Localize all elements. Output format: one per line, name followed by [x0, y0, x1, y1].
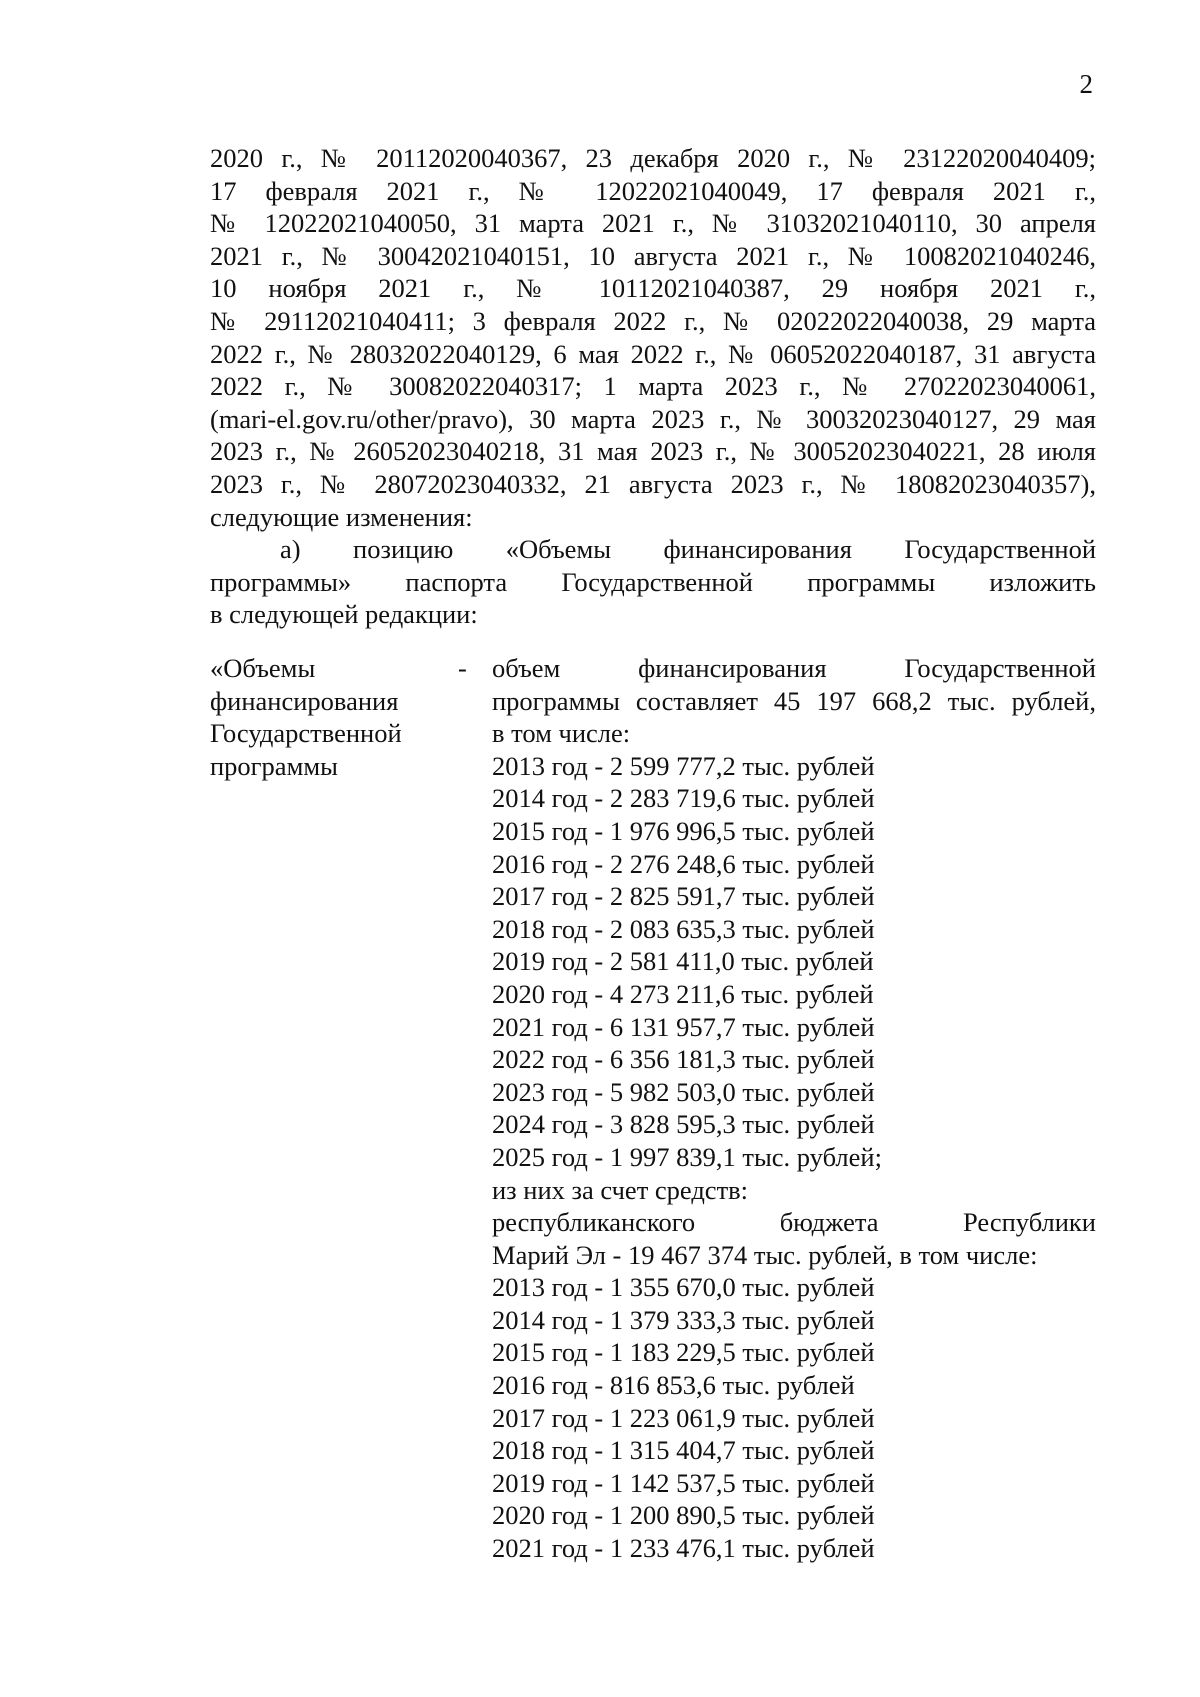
item-a-line: а) позицию «Объемы финансирования Государственной — [280, 534, 1096, 565]
year-amount: 2019 год - 2 581 411,0 тыс. рублей — [492, 946, 874, 977]
year-amount: 2021 год - 6 131 957,7 тыс. рублей — [492, 1011, 875, 1042]
year-amount: 2014 год - 1 379 333,3 тыс. рублей — [492, 1304, 875, 1335]
year-amount: 2019 год - 1 142 537,5 тыс. рублей — [492, 1467, 875, 1498]
text-line: 2023 г., № 28072023040332, 21 августа 2023 г., № 18082023040357), — [210, 468, 1096, 499]
year-amount: 2015 год - 1 183 229,5 тыс. рублей — [492, 1337, 875, 1368]
text-line: 2020 г., № 20112020040367, 23 декабря 2020 г., № 23122020040409; — [210, 143, 1096, 173]
year-amount: 2025 год - 1 997 839,1 тыс. рублей; — [492, 1141, 882, 1172]
page-number: 2 — [1079, 69, 1093, 99]
year-amount: 2017 год - 1 223 061,9 тыс. рублей — [492, 1402, 875, 1433]
year-amount: 2016 год - 816 853,6 тыс. рублей — [492, 1370, 855, 1401]
changes-intro: следующие изменения: — [210, 501, 473, 532]
republic-budget-line: Марий Эл - 19 467 374 тыс. рублей, в том числе: — [492, 1239, 1038, 1270]
text-line: 2023 г., № 26052023040218, 31 мая 2023 г., № 30052023040221, 28 июля — [210, 436, 1096, 467]
year-amount: 2018 год - 1 315 404,7 тыс. рублей — [492, 1435, 875, 1466]
position-name-line: финансирования — [210, 685, 399, 716]
year-amount: 2023 год - 5 982 503,0 тыс. рублей — [492, 1076, 875, 1107]
item-a-line: программы» паспорта Государственной программы изложить — [210, 566, 1096, 597]
year-amount: 2018 год - 2 083 635,3 тыс. рублей — [492, 913, 875, 944]
republic-budget-line: республиканского бюджета Республики — [492, 1207, 1096, 1238]
year-amount: 2013 год - 1 355 670,0 тыс. рублей — [492, 1272, 875, 1303]
year-amount: 2016 год - 2 276 248,6 тыс. рублей — [492, 848, 875, 879]
dash-separator: - — [458, 653, 467, 683]
total-years-list — [492, 750, 1096, 1174]
text-line: № 29112021040411; 3 февраля 2022 г., № 02022022040038, 29 марта — [210, 305, 1096, 336]
value-line: в том числе: — [492, 718, 631, 749]
text-line: 2022 г., № 28032022040129, 6 мая 2022 г., № 06052022040187, 31 августа — [210, 338, 1096, 369]
decree-body-text — [210, 142, 1096, 631]
year-amount: 2017 год - 2 825 591,7 тыс. рублей — [492, 881, 875, 912]
text-line: № 12022021040050, 31 марта 2021 г., № 31032021040110, 30 апреля — [210, 208, 1096, 239]
item-a-line: в следующей редакции: — [210, 599, 478, 630]
text-line: (mari-el.gov.ru/other/pravo), 30 марта 2023 г., № 30032023040127, 29 мая — [210, 403, 1096, 434]
position-name-line: «Объемы — [210, 653, 316, 683]
text-line: 17 февраля 2021 г., № 12022021040049, 17 февраля 2021 г., — [210, 175, 1096, 206]
text-line: 10 ноября 2021 г., № 10112021040387, 29 ноября 2021 г., — [210, 273, 1096, 304]
value-line: объем финансирования Государственной — [492, 653, 1096, 683]
year-amount: 2020 год - 4 273 211,6 тыс. рублей — [492, 978, 874, 1009]
republic-years-list — [492, 1271, 1096, 1564]
value-line: программы составляет 45 197 668,2 тыс. рублей, — [492, 685, 1096, 716]
position-name-line: Государственной — [210, 718, 402, 749]
text-line: 2021 г., № 30042021040151, 10 августа 2021 г., № 10082021040246, — [210, 240, 1096, 271]
year-amount: 2024 год - 3 828 595,3 тыс. рублей — [492, 1109, 875, 1140]
year-amount: 2014 год - 2 283 719,6 тыс. рублей — [492, 783, 875, 814]
sources-intro: из них за счет средств: — [492, 1174, 749, 1205]
year-amount: 2013 год - 2 599 777,2 тыс. рублей — [492, 750, 875, 781]
year-amount: 2020 год - 1 200 890,5 тыс. рублей — [492, 1500, 875, 1531]
position-name-column — [210, 652, 440, 782]
year-amount: 2022 год - 6 356 181,3 тыс. рублей — [492, 1044, 875, 1075]
year-amount: 2015 год - 1 976 996,5 тыс. рублей — [492, 815, 875, 846]
text-line: 2022 г., № 30082022040317; 1 марта 2023 г., № 27022023040061, — [210, 371, 1096, 402]
position-name-line: программы — [210, 750, 338, 781]
year-amount: 2021 год - 1 233 476,1 тыс. рублей — [492, 1533, 875, 1564]
position-value-column — [492, 652, 1096, 1565]
